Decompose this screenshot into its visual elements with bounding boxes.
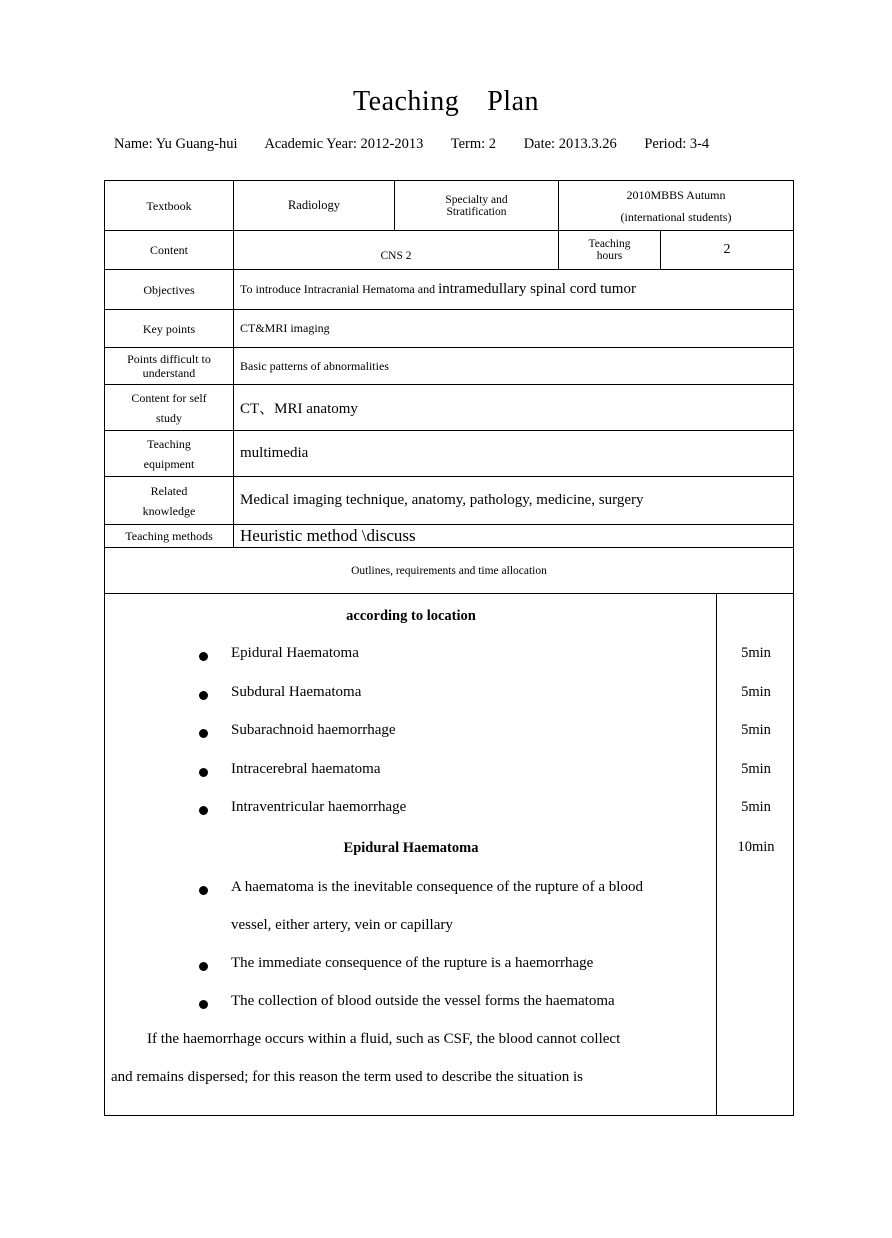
meta-line xyxy=(114,136,794,153)
bullet-dot xyxy=(199,962,208,971)
equipment-label-line-2: equipment xyxy=(143,456,195,471)
objectives-value xyxy=(234,270,793,309)
bullet-dot xyxy=(199,729,208,738)
list-item: Intracerebral haematoma xyxy=(231,761,381,777)
specialty-label xyxy=(395,181,559,230)
row-objectives xyxy=(105,270,793,310)
outline-body xyxy=(105,594,793,1115)
class-line-1: 2010MBBS Autumn xyxy=(626,187,726,202)
row-content xyxy=(105,231,793,270)
meta-term: Term: 2 xyxy=(450,136,497,152)
related-label xyxy=(105,477,234,524)
objectives-text-a: To introduce Intracranial Hematoma and xyxy=(240,282,436,296)
time-value: 5min xyxy=(741,761,771,777)
time-value: 5min xyxy=(741,645,771,661)
row-keypoints xyxy=(105,310,793,348)
list-item: The immediate consequence of the rupture is a haemorrhage xyxy=(231,955,594,971)
hours-label xyxy=(559,231,661,269)
plan-table xyxy=(104,180,794,1116)
time-value: 5min xyxy=(741,799,771,815)
bullet-dot xyxy=(199,886,208,895)
page-title xyxy=(0,86,892,118)
bullet-dot xyxy=(199,1000,208,1009)
list-item: Intraventricular haemorrhage xyxy=(231,799,407,815)
row-textbook xyxy=(105,181,793,231)
content-label: Content xyxy=(105,231,234,269)
methods-value: Heuristic method \discuss xyxy=(240,526,416,545)
difficult-label-line-2: understand xyxy=(142,366,196,380)
hours-value: 2 xyxy=(723,242,731,257)
time-value: 10min xyxy=(737,839,775,855)
row-difficult xyxy=(105,348,793,385)
equipment-label xyxy=(105,431,234,476)
difficult-value: Basic patterns of abnormalities xyxy=(240,358,389,373)
content-value: CNS 2 xyxy=(234,231,559,269)
row-related xyxy=(105,477,793,525)
meta-year: Academic Year: 2012-2013 xyxy=(264,136,424,152)
time-value: 5min xyxy=(741,722,771,738)
meta-period: Period: 3-4 xyxy=(644,136,710,152)
related-label-line-2: knowledge xyxy=(142,503,196,518)
keypoints-value: CT&MRI imaging xyxy=(240,321,330,335)
hours-label-line-2: hours xyxy=(596,250,623,262)
class-line-2: (international students) xyxy=(620,209,732,224)
heading-epidural: Epidural Haematoma xyxy=(343,840,479,856)
row-selfstudy xyxy=(105,385,793,431)
specialty-label-line-2: Stratification xyxy=(446,205,507,218)
bullet-dot xyxy=(199,768,208,777)
objectives-label: Objectives xyxy=(105,270,234,309)
selfstudy-label-line-1: Content for self xyxy=(131,390,207,405)
objectives-text-b: intramedullary spinal cord tumor xyxy=(438,281,636,297)
paragraph-line-1: If the haemorrhage occurs within a fluid, such as CSF, the blood cannot collect xyxy=(147,1031,621,1047)
equipment-label-line-1: Teaching xyxy=(147,436,191,451)
bullet-dot xyxy=(199,691,208,700)
textbook-value: Radiology xyxy=(234,181,395,230)
selfstudy-label xyxy=(105,385,234,430)
specialty-label-line-1: Specialty and xyxy=(445,193,508,206)
hours-label-line-1: Teaching xyxy=(588,238,631,250)
bullet-dot xyxy=(199,806,208,815)
selfstudy-label-line-2: study xyxy=(155,410,182,425)
list-item: A haematoma is the inevitable consequence of the rupture of a blood xyxy=(231,879,643,895)
equipment-value: multimedia xyxy=(240,445,309,461)
list-item: Subarachnoid haemorrhage xyxy=(231,722,396,738)
related-value: Medical imaging technique, anatomy, pathology, medicine, surgery xyxy=(240,492,644,508)
keypoints-label: Key points xyxy=(105,310,234,347)
title-word-1: Teaching xyxy=(353,86,460,117)
heading-location: according to location xyxy=(346,608,476,624)
time-value: 5min xyxy=(741,684,771,700)
time-column xyxy=(717,594,793,1115)
difficult-label xyxy=(105,348,234,384)
bullet-dot xyxy=(199,652,208,661)
meta-date: Date: 2013.3.26 xyxy=(523,136,617,152)
list-item: Subdural Haematoma xyxy=(231,684,362,700)
row-methods xyxy=(105,525,793,548)
list-item-continuation: vessel, either artery, vein or capillary xyxy=(231,917,453,933)
selfstudy-value: CT、MRI anatomy xyxy=(240,401,358,417)
meta-name: Name: Yu Guang-hui xyxy=(114,136,238,152)
textbook-label: Textbook xyxy=(105,181,234,230)
list-item: The collection of blood outside the vessel forms the haematoma xyxy=(231,993,615,1009)
related-label-line-1: Related xyxy=(150,483,188,498)
title-word-2: Plan xyxy=(487,86,539,117)
list-item: Epidural Haematoma xyxy=(231,645,359,661)
difficult-label-line-1: Points difficult to xyxy=(127,352,211,366)
row-outline-header xyxy=(105,548,793,594)
outline-content xyxy=(105,594,717,1115)
row-equipment xyxy=(105,431,793,477)
class-value xyxy=(559,181,793,230)
methods-label: Teaching methods xyxy=(105,525,234,547)
paragraph-line-2: and remains dispersed; for this reason the term used to describe the situation is xyxy=(111,1069,583,1085)
outline-header: Outlines, requirements and time allocation xyxy=(351,564,547,577)
